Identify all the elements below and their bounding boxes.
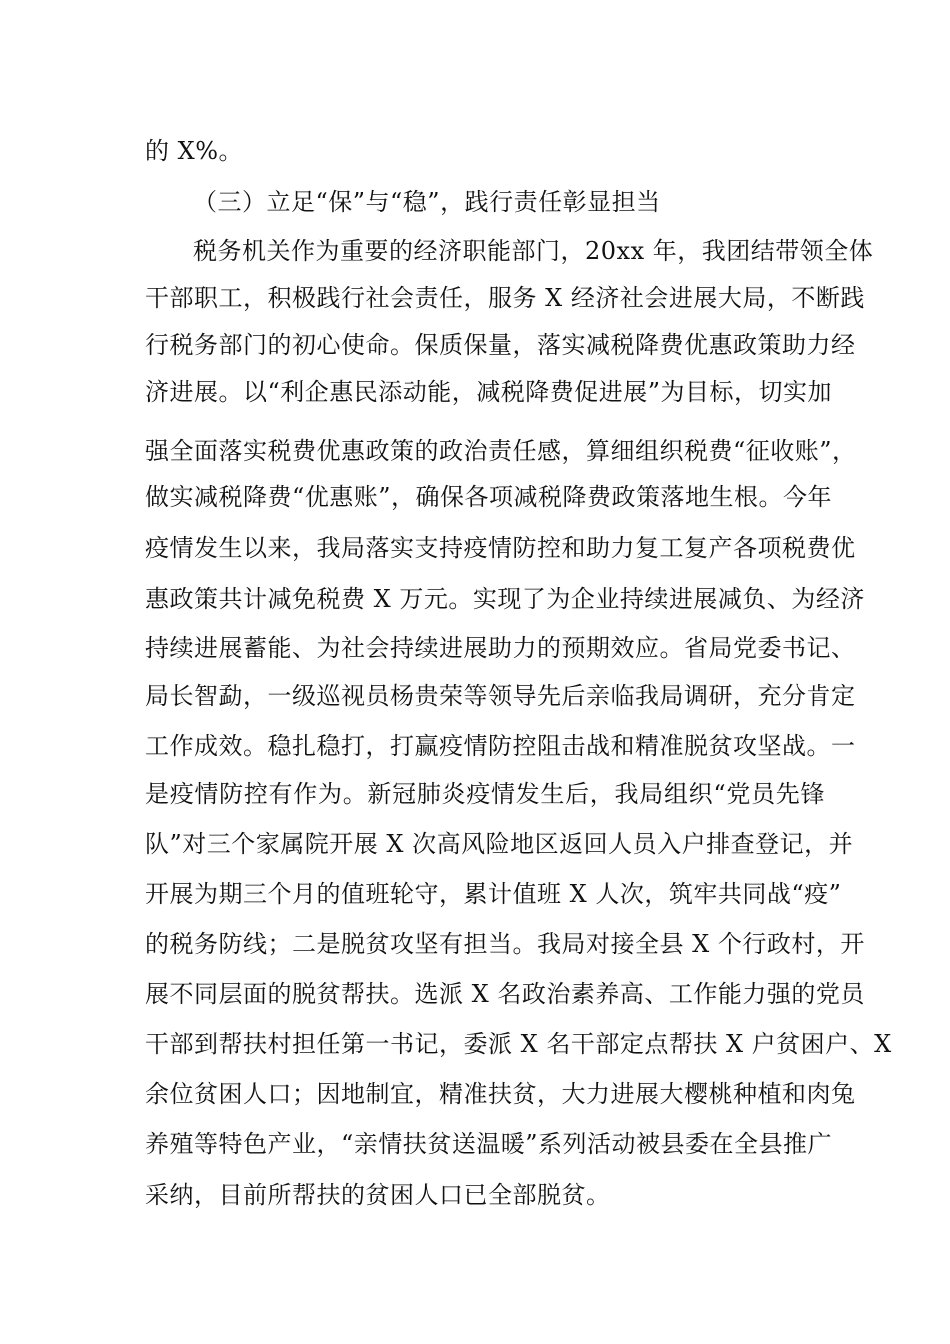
paragraph-line: 持续进展蓄能、为社会持续进展助力的预期效应。省局党委书记、 — [145, 634, 856, 662]
paragraph-line: 惠政策共计减免税费 X 万元。实现了为企业持续进展减负、为经济 — [145, 585, 865, 613]
paragraph-line: 是疫情防控有作为。新冠肺炎疫情发生后，我局组织“党员先锋 — [145, 780, 825, 808]
paragraph-line: 的税务防线；二是脱贫攻坚有担当。我局对接全县 X 个行政村，开 — [145, 930, 865, 958]
paragraph-line: 强全面落实税费优惠政策的政治责任感，算细组织税费“征收账”， — [145, 437, 857, 465]
paragraph-line: 干部到帮扶村担任第一书记，委派 X 名干部定点帮扶 X 户贫困户、X — [145, 1030, 892, 1058]
paragraph-line: 养殖等特色产业，“亲情扶贫送温暖”系列活动被县委在全县推广 — [145, 1130, 833, 1158]
paragraph-line: 工作成效。稳扎稳打，打赢疫情防控阻击战和精准脱贫攻坚战。一 — [145, 732, 856, 760]
paragraph-line: 局长智勐，一级巡视员杨贵荣等领导先后亲临我局调研，充分肯定 — [145, 682, 856, 710]
section-heading: （三）立足“保”与“稳”，践行责任彰显担当 — [193, 188, 661, 216]
paragraph-line: 疫情发生以来，我局落实支持疫情防控和助力复工复产各项税费优 — [145, 534, 856, 562]
paragraph-line: 济进展。以“利企惠民添动能，减税降费促进展”为目标，切实加 — [145, 378, 833, 406]
paragraph-line: 采纳，目前所帮扶的贫困人口已全部脱贫。 — [145, 1181, 611, 1209]
paragraph-line: 余位贫困人口；因地制宜，精准扶贫，大力进展大樱桃种植和肉兔 — [145, 1080, 856, 1108]
paragraph-line: 行税务部门的初心使命。保质保量，落实减税降费优惠政策助力经 — [145, 331, 856, 359]
paragraph-line: 展不同层面的脱贫帮扶。选派 X 名政治素养高、工作能力强的党员 — [145, 980, 865, 1008]
paragraph-line: 的 X%。 — [145, 137, 244, 165]
paragraph-line: 队”对三个家属院开展 X 次高风险地区返回人员入户排查登记，并 — [145, 830, 854, 858]
paragraph-line: 开展为期三个月的值班轮守，累计值班 X 人次，筑牢共同战“疫” — [145, 880, 842, 908]
paragraph-line: 干部职工，积极践行社会责任，服务 X 经济社会进展大局，不断践 — [145, 284, 865, 312]
paragraph-line: 税务机关作为重要的经济职能部门，20xx 年，我团结带领全体 — [193, 237, 874, 265]
paragraph-line: 做实减税降费“优惠账”，确保各项减税降费政策落地生根。今年 — [145, 483, 833, 511]
